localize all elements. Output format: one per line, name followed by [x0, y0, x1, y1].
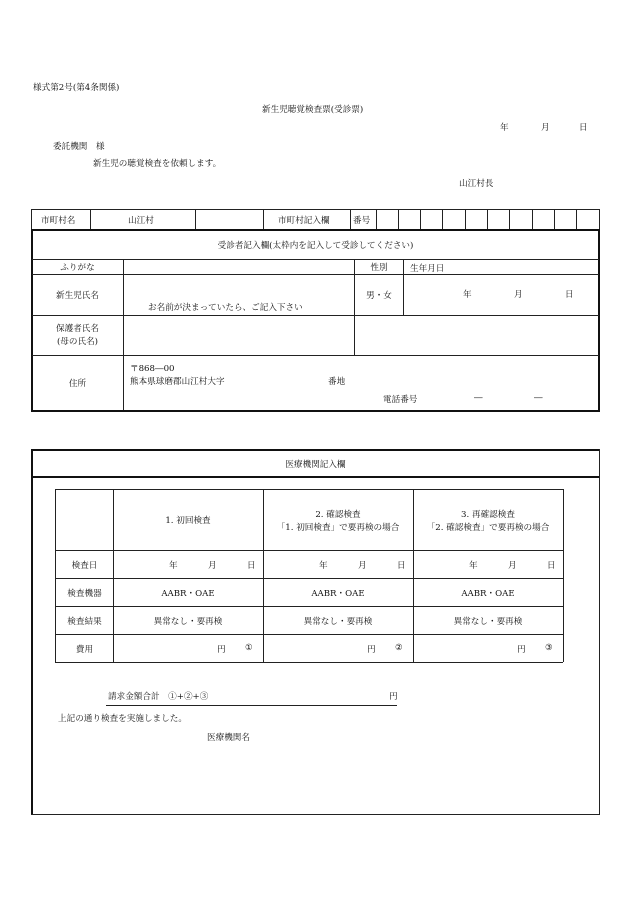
- municipality-label: 市町村名: [41, 216, 76, 226]
- guardian-label-line2: (母の氏名): [56, 337, 99, 347]
- col-header-confirm: 2. 確認検査: [315, 510, 361, 520]
- device-value: AABR・OAE: [461, 588, 515, 599]
- birth-month: 月: [514, 290, 523, 300]
- row-label-fee: 費用: [75, 644, 94, 655]
- newborn-name-note: お名前が決まっていたら、ご記入下さい: [148, 303, 303, 313]
- address-suffix: 番地: [328, 377, 346, 387]
- issue-date-year: 年: [500, 123, 509, 133]
- date-day: 日: [247, 561, 256, 571]
- date-year: 年: [469, 561, 478, 571]
- date-day: 日: [547, 561, 556, 571]
- phone-label: 電話番号: [383, 395, 418, 405]
- form-title: 新生児聴覚検査票(受診票): [262, 105, 364, 115]
- municipality-entry-label: 市町村記入欄: [278, 216, 330, 226]
- fee-mark-1: ①: [245, 643, 253, 653]
- device-value: AABR・OAE: [311, 588, 365, 599]
- col-header-confirm-note: 「1. 初回検査」で要再検の場合: [276, 523, 400, 533]
- issue-date-day: 日: [579, 123, 588, 133]
- birth-year: 年: [463, 290, 472, 300]
- municipality-value: 山江村: [128, 216, 154, 226]
- result-value: 異常なし・要再検: [303, 616, 373, 627]
- guardian-label-line1: 保護者氏名: [56, 324, 99, 334]
- date-month: 月: [208, 561, 217, 571]
- row-label-result: 検査結果: [67, 616, 102, 627]
- device-value: AABR・OAE: [161, 588, 215, 599]
- col-header-reconfirm-note: 「2. 確認検査」で要再検の場合: [426, 523, 550, 533]
- address-prefix: 熊本県球磨郡山江村大字: [130, 377, 225, 387]
- col-header-initial: 1. 初回検査: [165, 516, 211, 526]
- issue-date-month: 月: [541, 123, 550, 133]
- total-yen: 円: [389, 692, 398, 702]
- fee-mark-3: ③: [545, 643, 553, 653]
- date-month: 月: [508, 561, 517, 571]
- issuer: 山江村長: [459, 179, 494, 189]
- col-header-reconfirm: 3. 再確認検査: [461, 510, 515, 520]
- form-number: 様式第2号(第4条関係): [33, 83, 120, 93]
- fee-mark-2: ②: [395, 643, 403, 653]
- birth-day: 日: [565, 290, 574, 300]
- birth-label: 生年月日: [410, 264, 445, 274]
- result-value: 異常なし・要再検: [453, 616, 523, 627]
- fee-yen: 円: [217, 645, 226, 655]
- sex-options: 男・女: [366, 291, 392, 301]
- done-text: 上記の通り検査を実施しました。: [58, 714, 187, 724]
- date-year: 年: [319, 561, 328, 571]
- fee-yen: 円: [367, 645, 376, 655]
- date-day: 日: [397, 561, 406, 571]
- date-month: 月: [358, 561, 367, 571]
- address-label: 住所: [68, 379, 87, 389]
- institution-label: 医療機関名: [207, 733, 250, 743]
- addressee: 委託機関 様: [53, 142, 105, 152]
- row-label-device: 検査機器: [67, 588, 102, 599]
- postal-code: 〒868―00: [130, 364, 175, 374]
- fee-yen: 円: [517, 645, 526, 655]
- phone-dash-1: ―: [474, 393, 483, 403]
- newborn-name-label: 新生児氏名: [56, 291, 99, 301]
- result-value: 異常なし・要再検: [153, 616, 223, 627]
- patient-section-title: 受診者記入欄(太枠内を記入して受診してください): [217, 241, 414, 251]
- total-label: 請求金額合計 ①+②+③: [108, 692, 209, 702]
- number-label: 番号: [353, 216, 371, 226]
- furigana-label: ふりがな: [60, 263, 95, 273]
- medical-section-title: 医療機関記入欄: [285, 460, 346, 470]
- row-label-date: 検査日: [71, 560, 98, 571]
- request-text: 新生児の聴覚検査を依頼します。: [93, 159, 222, 169]
- sex-label: 性別: [370, 263, 388, 273]
- date-year: 年: [169, 561, 178, 571]
- phone-dash-2: ―: [534, 393, 543, 403]
